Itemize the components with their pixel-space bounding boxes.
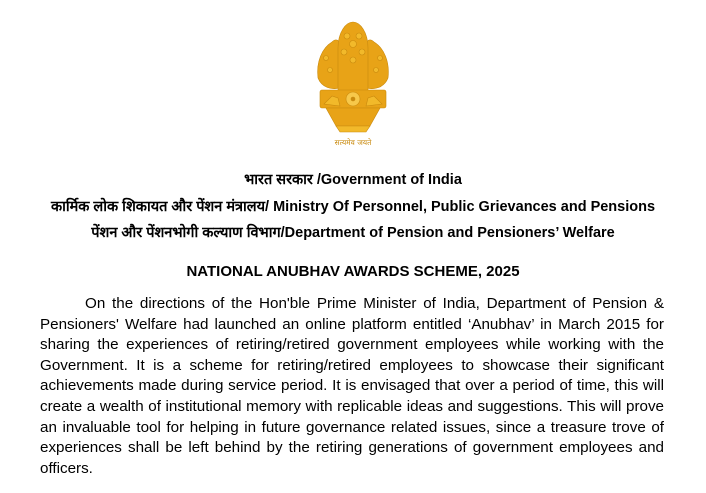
header-ministry: कार्मिक लोक शिकायत और पेंशन मंत्रालय/ Ministry Of Personnel, Public Grievances and Pensions xyxy=(50,199,656,215)
emblem-motto: सत्यमेव जयते xyxy=(334,138,372,147)
document-title: NATIONAL ANUBHAV AWARDS SCHEME, 2025 xyxy=(186,263,520,280)
header-department: पेंशन और पेंशनभोगी कल्याण विभाग/Department of Pension and Pensioners’ Welfare xyxy=(91,225,615,241)
header-government-of-india: भारत सरकार /Government of India xyxy=(244,172,462,188)
national-emblem-icon xyxy=(310,18,396,150)
body-paragraph: On the directions of the Hon'ble Prime Minister of India, Department of Pension & Pensioners' Welfare had launched an online platform entitled ‘Anubhav’ in March 2015 for sharing the experiences of retiring/retired government employees while working with the Government. It is a scheme for retiring/retired employees to showcase their significant achievements made during service period. It is envisaged that over a period of time, this will create a wealth of institutional memory with replicable ideas and suggestions. This will prove an invaluable tool for helping in future governance related issues, since a treasure trove of experiences shall be left behind by the retiring generations of government employees and officers. xyxy=(40,295,664,477)
national-emblem xyxy=(310,18,396,150)
